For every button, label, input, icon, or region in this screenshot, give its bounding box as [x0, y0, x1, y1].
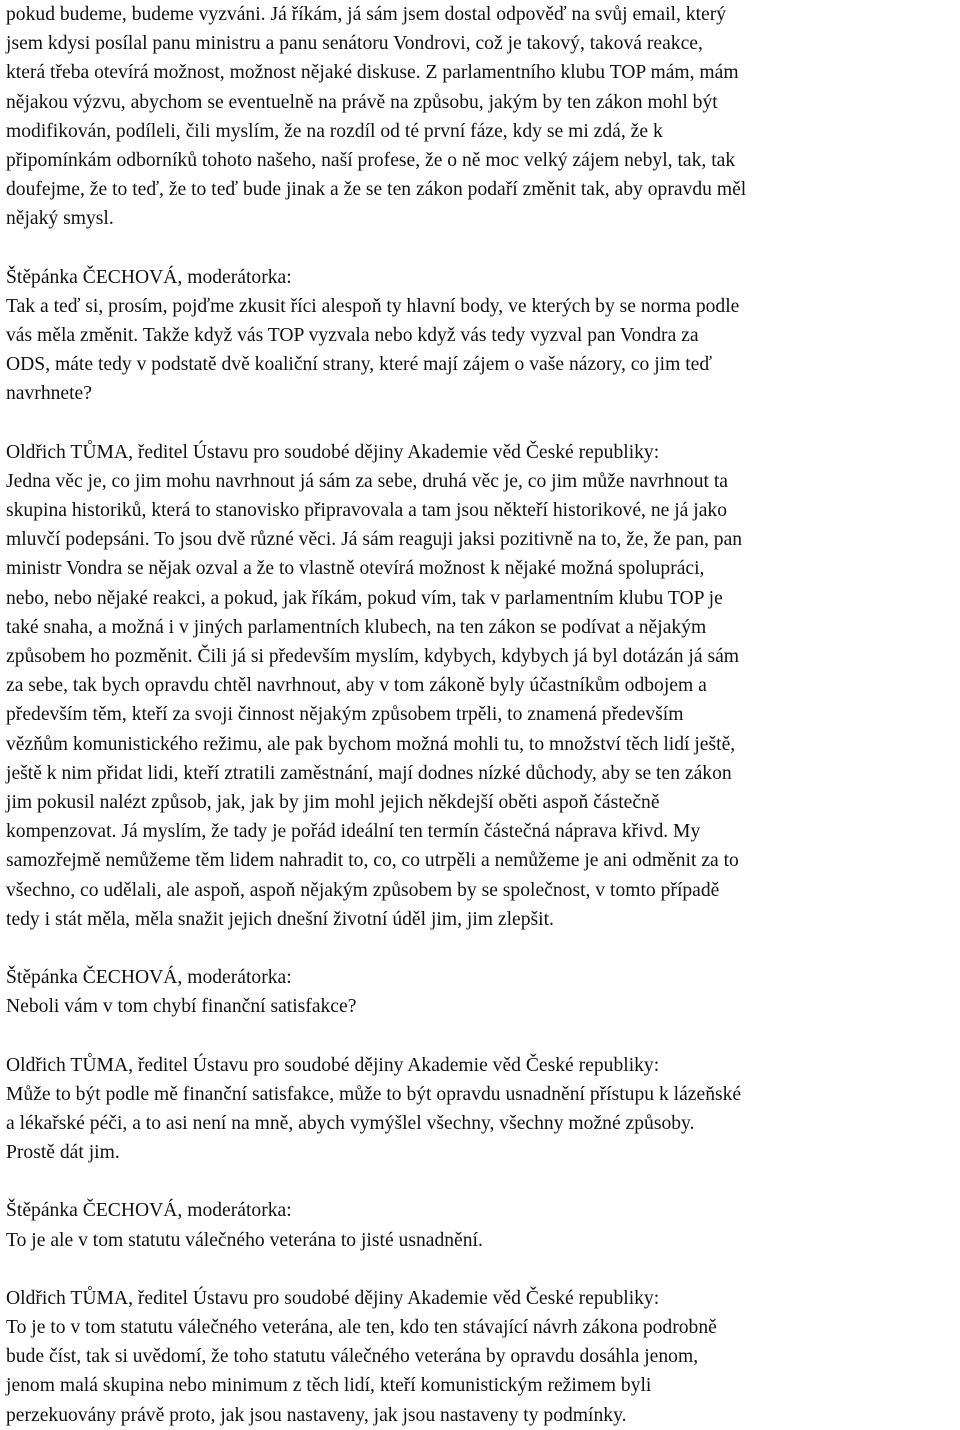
transcript-block [6, 963, 954, 1021]
text-line: také snaha, a možná i v jiných parlamentních klubech, na ten zákon se podívat a nějakým [6, 616, 707, 638]
text-line: kompenzovat. Já myslím, že tady je pořád ideální ten termín částečná náprava křivd. My [6, 821, 701, 843]
transcript-block [6, 1051, 954, 1168]
text-line: doufejme, že to teď, že to teď bude jinak a že se ten zákon podaří změnit tak, aby opravdu měl [6, 179, 747, 201]
text-line: Neboli vám v tom chybí finanční satisfakce? [6, 996, 357, 1018]
speaker-label: Štěpánka ČECHOVÁ, moderátorka: [6, 266, 292, 288]
text-line: způsobem ho pozměnit. Čili já si především myslím, kdybych, kdybych já byl dotázán já sám [6, 646, 740, 668]
text-line: modifikován, podíleli, čili myslím, že na rozdíl od té první fáze, kdy se mi zdá, že k [6, 120, 663, 142]
speech-text [6, 1313, 954, 1430]
text-line: především těm, kteří za svoji činnost nějakým způsobem trpěli, to znamená především [6, 704, 684, 726]
speaker-label: Oldřich TŮMA, ředitel Ústavu pro soudobé dějiny Akademie věd České republiky: [6, 1054, 660, 1076]
text-line: To je to v tom statutu válečného veterána, ale ten, kdo ten stávající návrh zákona podrobně [6, 1316, 717, 1338]
speaker-label: Oldřich TŮMA, ředitel Ústavu pro soudobé dějiny Akademie věd České republiky: [6, 441, 660, 463]
text-line: nebo, nebo nějaké reakci, a pokud, jak říkám, pokud vím, tak v parlamentním klubu TOP je [6, 587, 723, 609]
text-line: To je ale v tom statutu válečného veterána to jisté usnadnění. [6, 1229, 483, 1251]
text-line: připomínkám odborníků tohoto našeho, naší profese, že o ně moc velký zájem nebyl, tak, tak [6, 150, 736, 172]
text-line: jenom malá skupina nebo minimum z těch lidí, kteří komunistickým režimem byli [6, 1375, 652, 1397]
text-line: nějaký smysl. [6, 208, 114, 230]
speech-text [6, 1226, 954, 1255]
transcript-block [6, 438, 954, 934]
text-line: a lékařské péči, a to asi není na mně, abych vymýšlel všechny, všechny možné způsoby. [6, 1112, 695, 1134]
speaker-label: Štěpánka ČECHOVÁ, moderátorka: [6, 1200, 292, 1222]
transcript-block [6, 0, 954, 234]
text-line: která třeba otevírá možnost, možnost nějaké diskuse. Z parlamentního klubu TOP mám, mám [6, 62, 739, 84]
text-line: bude číst, tak si uvědomí, že toho statutu válečného veterána by opravdu dosáhla jenom, [6, 1346, 699, 1368]
speech-text [6, 1080, 954, 1168]
text-line: Jedna věc je, co jim mohu navrhnout já sám za sebe, druhá věc je, co jim může navrhnout ta [6, 470, 729, 492]
text-line: Tak a teď si, prosím, pojďme zkusit říci alespoň ty hlavní body, ve kterých by se norma podle [6, 295, 740, 317]
transcript-block [6, 1196, 954, 1254]
text-line: všechno, co udělali, ale aspoň, aspoň nějakým způsobem by se společnost, v tomto případě [6, 879, 720, 901]
text-line: nějakou výzvu, abychom se eventuelně na právě na způsobu, jakým by ten zákon mohl být [6, 91, 718, 113]
text-line: vězňům komunistického režimu, ale pak bychom možná mohli tu, to množství těch lidí ještě, [6, 733, 736, 755]
speech-text [6, 0, 954, 234]
text-line: mluvčí podepsáni. To jsou dvě různé věci. Já sám reaguji jaksi pozitivně na to, že, že pan, pan [6, 529, 743, 551]
transcript-block [6, 1284, 954, 1430]
text-line: pokud budeme, budeme vyzváni. Já říkám, já sám jsem dostal odpověď na svůj email, který [6, 4, 727, 25]
text-line: jsem kdysi posílal panu ministru a panu senátoru Vondrovi, což je takový, taková reakce, [6, 33, 703, 55]
text-line: ještě k nim přidat lidi, kteří ztratili zaměstnání, mají dodnes nízké důchody, aby se ten zákon [6, 762, 732, 784]
speaker-label: Štěpánka ČECHOVÁ, moderátorka: [6, 967, 292, 989]
text-line: jim pokusil nalézt způsob, jak, jak by jim mohl jejich někdejší oběti aspoň částečně [6, 792, 660, 814]
speaker-label: Oldřich TŮMA, ředitel Ústavu pro soudobé dějiny Akademie věd České republiky: [6, 1287, 660, 1309]
text-line: navrhnete? [6, 383, 92, 405]
speech-text [6, 992, 954, 1021]
text-line: perzekuovány právě proto, jak jsou nastaveny, jak jsou nastaveny ty podmínky. [6, 1404, 627, 1426]
speech-text [6, 467, 954, 934]
text-line: za sebe, tak bych opravdu chtěl navrhnout, aby v tom zákoně byly účastníkům odbojem a [6, 675, 707, 697]
transcript-block [6, 263, 954, 409]
text-line: vás měla změnit. Takže když vás TOP vyzvala nebo když vás tedy vyzval pan Vondra za [6, 325, 699, 347]
text-line: samozřejmě nemůžeme těm lidem nahradit to, co, co utrpěli a nemůžeme je ani odměnit za to [6, 850, 739, 872]
text-line: Prostě dát jim. [6, 1142, 120, 1164]
text-line: Může to být podle mě finanční satisfakce, může to být opravdu usnadnění přístupu k lázeňské [6, 1083, 742, 1105]
speech-text [6, 292, 954, 409]
text-line: skupina historiků, která to stanovisko připravovala a tam jsou někteří historikové, ne já jako [6, 500, 727, 522]
text-line: ODS, máte tedy v podstatě dvě koaliční strany, které mají zájem o vaše názory, co jim teď [6, 354, 713, 376]
text-line: tedy i stát měla, měla snažit jejich dnešní životní úděl jim, jim zlepšit. [6, 908, 554, 930]
text-line: ministr Vondra se nějak ozval a že to vlastně otevírá možnost k nějaké možná spolupráci, [6, 558, 705, 580]
